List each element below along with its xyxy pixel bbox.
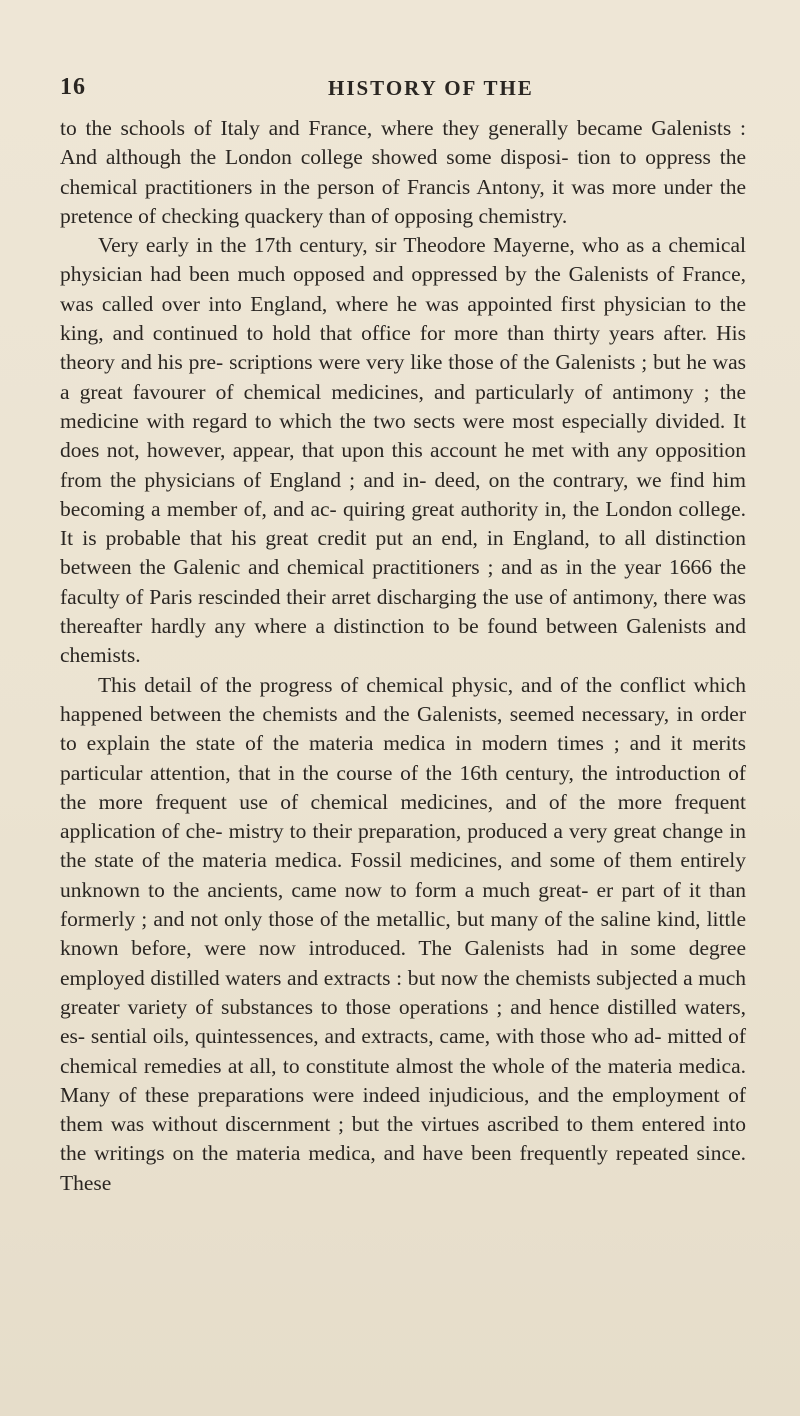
page-number: 16 [60,74,86,100]
body-text [60,114,746,1198]
paragraph-3: This detail of the progress of chemical physic, and of the conflict which happened between the chemists and the Galenists, seemed necessary, in order to explain the state of the materia medica in modern times ; and it merits particular attention, that in the course of the 16th century, the introduction of the more frequent use of chemical medicines, and of the more frequent application of che- mistry to their preparation, produced a very great change in the state of the materia medica. Fossil medicines, and some of them entirely unknown to the ancients, came now to form a much great- er part of it than formerly ; and not only those of the metallic, but many of the saline kind, little known before, were now introduced. The Galenists had in some degree employed distilled waters and extracts : but now the chemists subjected a much greater variety of substances to those operations ; and hence distilled waters, es- sential oils, quintessences, and extracts, came, with those who ad- mitted of chemical remedies at all, to constitute almost the whole of the materia medica. Many of these preparations were indeed injudicious, and the employment of them was without discernment ; but the virtues ascribed to them entered into the writings on the materia medica, and have been frequently repeated since. These [60,672,746,1195]
paragraph-2: Very early in the 17th century, sir Theodore Mayerne, who as a chemical physician had been much opposed and oppressed by the Galenists of France, was called over into England, where he was appointed first physician to the king, and continued to hold that office for more than thirty years after. His theory and his pre- scriptions were very like those of the Galenists ; but he was a great favourer of chemical medicines, and particularly of antimony ; the medicine with regard to which the two sects were most especially divided. It does not, however, appear, that upon this account he met with any opposition from the physicians of England ; and in- deed, on the contrary, we find him becoming a member of, and ac- quiring great authority in, the London college. It is probable that his great credit put an end, in England, to all distinction between the Galenic and chemical practitioners ; and as in the year 1666 the faculty of Paris rescinded their arret discharging the use of antimony, there was thereafter hardly any where a distinction to be found between Galenists and chemists. [60,233,746,668]
running-title: HISTORY OF THE [328,76,534,100]
paragraph-1: to the schools of Italy and France, where they generally became Galenists : And although the London college showed some disposi- tion to oppress the chemical practitioners in the person of Francis Antony, it was more under the pretence of checking quackery than of opposing chemistry. [60,116,746,228]
running-head [60,74,740,104]
